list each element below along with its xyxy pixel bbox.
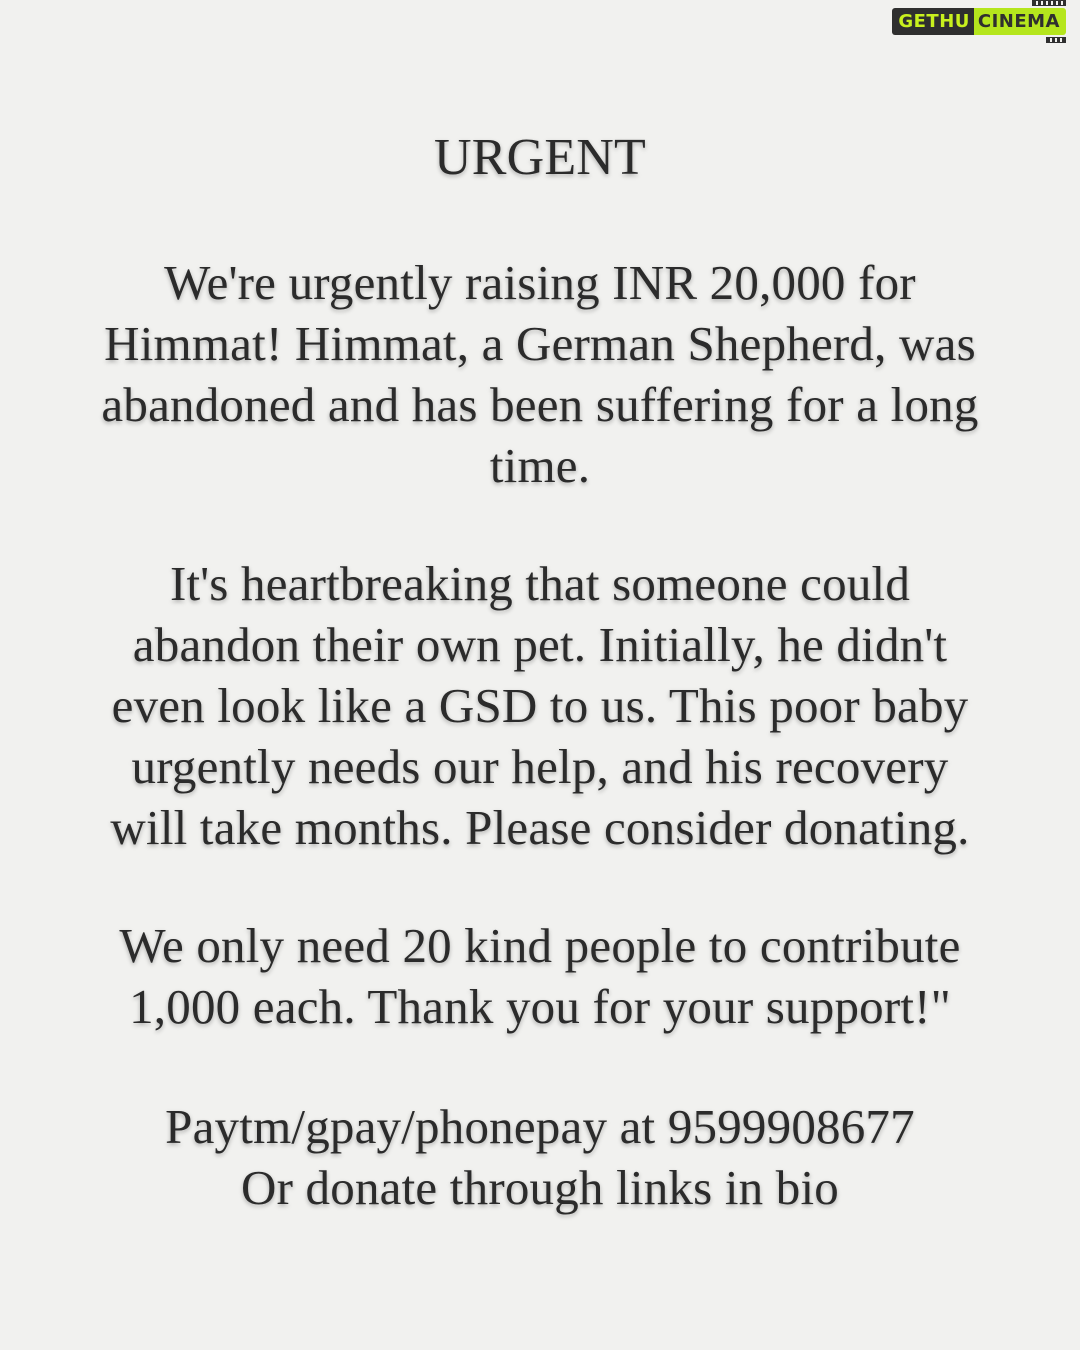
payment-methods-line: Paytm/gpay/phonepay at 9599908677 (165, 1099, 915, 1154)
paragraph-story (40, 553, 1040, 858)
paragraph-line: time. (489, 438, 591, 493)
title-text: URGENT (433, 129, 647, 186)
paragraph-line: urgently needs our help, and his recovery (131, 739, 949, 794)
paragraph-line: We're urgently raising INR 20,000 for (164, 255, 916, 310)
watermark-text-part1: GETHU (892, 8, 974, 35)
paragraph-line: We only need 20 kind people to contribute (119, 918, 961, 973)
bio-links-line: Or donate through links in bio (240, 1160, 840, 1215)
film-strip-icon (1046, 37, 1066, 43)
paragraph-line: 1,000 each. Thank you for your support!" (129, 979, 951, 1034)
film-reel-icon (1032, 0, 1066, 6)
paragraph-fundraising-goal (40, 252, 1040, 496)
paragraph-line: abandon their own pet. Initially, he didn't (132, 617, 948, 672)
watermark-text-part2-label: CINEMA (977, 11, 1060, 32)
paragraph-line: even look like a GSD to us. This poor baby (111, 678, 969, 733)
paragraph-line: Himmat! Himmat, a German Shepherd, was (104, 316, 976, 371)
paragraph-payment-info (40, 1096, 1040, 1218)
paragraph-line: will take months. Please consider donating. (110, 800, 970, 855)
notice-title (40, 126, 1040, 190)
paragraph-contribution-ask (40, 915, 1040, 1037)
paragraph-line: It's heartbreaking that someone could (169, 556, 911, 611)
paragraph-line: abandoned and has been suffering for a long (101, 377, 979, 432)
watermark-text-part2 (974, 8, 1066, 35)
watermark-logo (892, 8, 1066, 35)
